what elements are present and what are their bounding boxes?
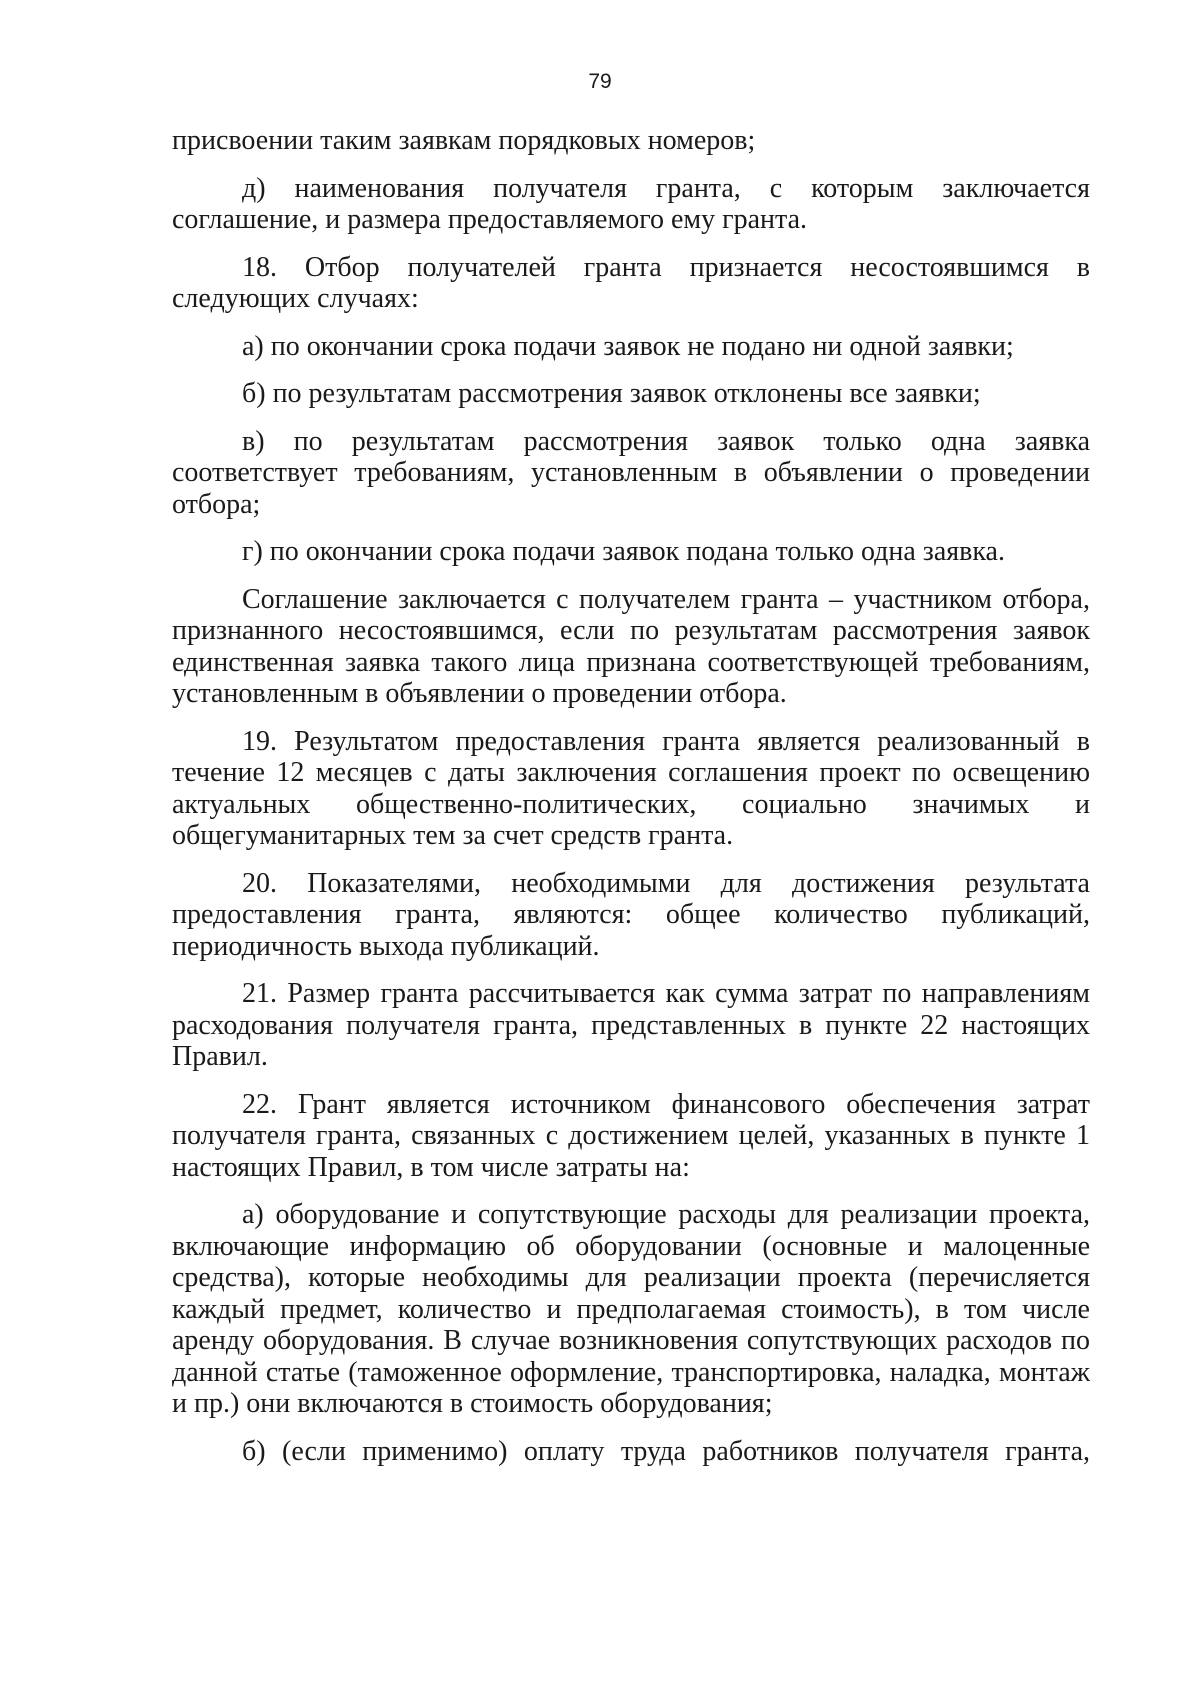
paragraph-22: 22. Грант является источником финансового обеспечения затрат получателя гранта, связанных с достижением целей, указанных в пункте 1 настоящих Правил, в том числе затраты на: [172, 1088, 1090, 1183]
paragraph-20: 20. Показателями, необходимыми для достижения результата предоставления гранта, являются: общее количество публикаций, периодичность выхода публикаций. [172, 867, 1090, 962]
paragraph-continuation: присвоении таким заявкам порядковых номеров; [172, 125, 756, 156]
paragraph-18-item-g: г) по окончании срока подачи заявок подана только одна заявка. [242, 536, 1005, 567]
paragraph-item-d: д) наименования получателя гранта, с которым заключается соглашение, и размера предоставляемого ему гранта. [172, 172, 1090, 235]
document-body [172, 125, 1090, 1483]
paragraph-18-item-b: б) по результатам рассмотрения заявок отклонены все заявки; [242, 378, 981, 409]
paragraph-18: 18. Отбор получателей гранта признается несостоявшимся в следующих случаях: [172, 251, 1090, 314]
paragraph-agreement: Соглашение заключается с получателем гранта – участником отбора, признанного несостоявшимся, если по результатам рассмотрения заявок единственная заявка такого лица признана соответствующей требованиям, установленным в объявлении о проведении отбора. [172, 583, 1090, 709]
paragraph-21: 21. Размер гранта рассчитывается как сумма затрат по направлениям расходования получателя гранта, представленных в пункте 22 настоящих Правил. [172, 978, 1090, 1072]
page-number: 79 [588, 70, 612, 93]
paragraph-22-item-a: а) оборудование и сопутствующие расходы для реализации проекта, включающие информацию об оборудовании (основные и малоценные средства), которые необходимы для реализации проекта (перечисляется каждый предмет, количество и предполагаемая стоимость), в том числе аренду оборудования. В случае возникновения сопутствующих расходов по данной статье (таможенное оформление, транспортировка, наладка, монтаж и пр.) они включаются в стоимость оборудования; [172, 1199, 1090, 1419]
paragraph-18-item-v: в) по результатам рассмотрения заявок только одна заявка соответствует требованиям, установленным в объявлении о проведении отбора; [172, 425, 1090, 520]
paragraph-19: 19. Результатом предоставления гранта является реализованный в течение 12 месяцев с даты заключения соглашения проект по освещению актуальных общественно-политических, социально значимых и общегуманитарных тем за счет средств гранта. [172, 725, 1090, 851]
paragraph-18-item-a: а) по окончании срока подачи заявок не подано ни одной заявки; [242, 330, 1014, 362]
paragraph-22-item-b: б) (если применимо) оплату труда работников получателя гранта, [242, 1435, 1090, 1467]
